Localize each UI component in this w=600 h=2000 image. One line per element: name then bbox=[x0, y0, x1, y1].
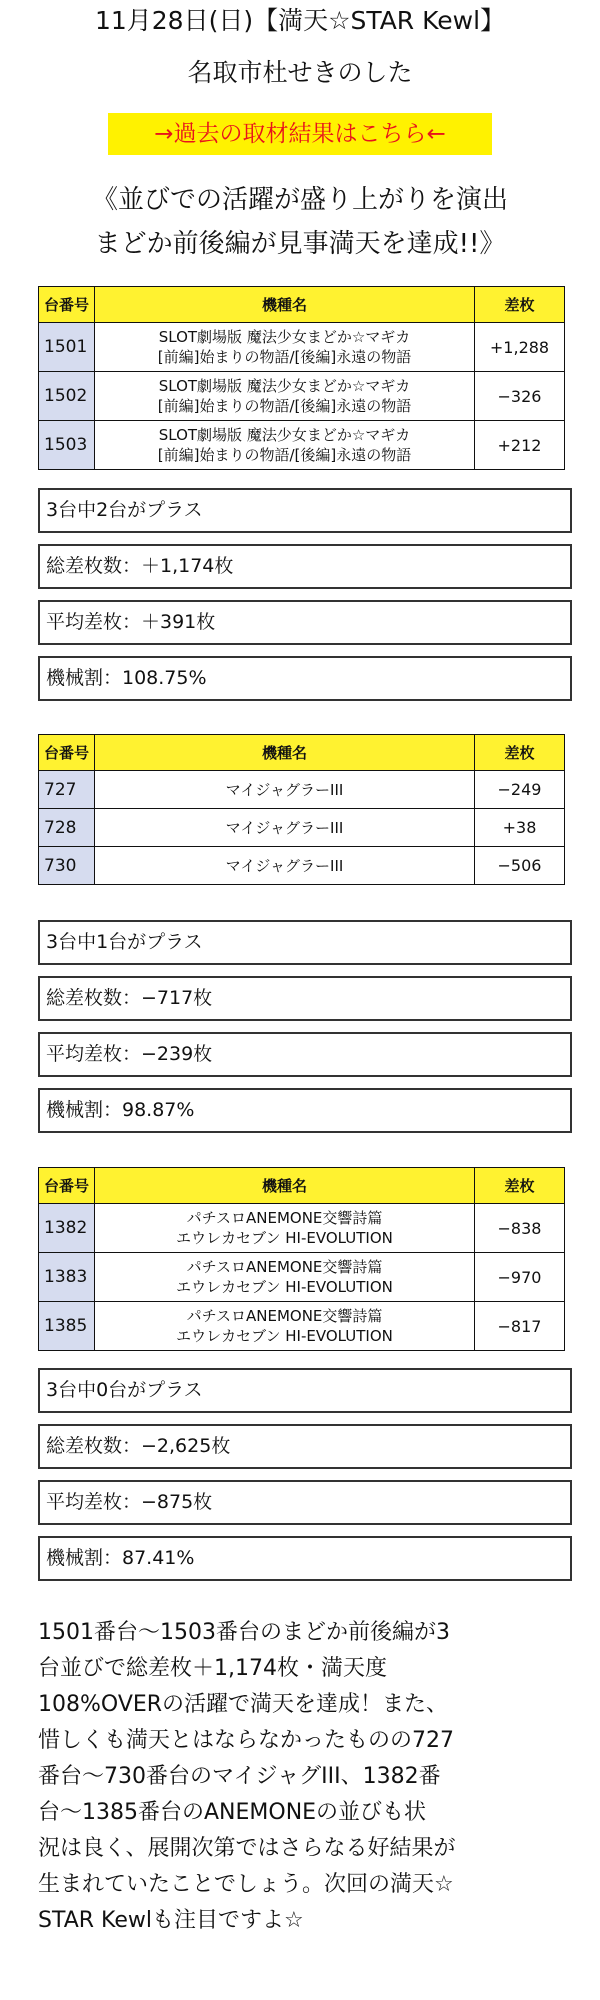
unit-number: 728 bbox=[39, 809, 95, 847]
plus-count bbox=[38, 1368, 572, 1413]
average-diff-text: 平均差枚：＋391枚 bbox=[46, 611, 216, 633]
model-name-line-2: エウレカセブン HI-EVOLUTION bbox=[176, 1278, 393, 1296]
model-name bbox=[95, 323, 475, 372]
model-name-line-1: パチスロANEMONE交響詩篇 bbox=[186, 1307, 383, 1325]
model-name bbox=[95, 1302, 475, 1351]
average-diff bbox=[38, 1480, 572, 1525]
diff-value: −506 bbox=[475, 847, 565, 885]
summary-line: 1501番台〜1503番台のまどか前後編が3 bbox=[38, 1620, 450, 1645]
model-name-line-1: SLOT劇場版 魔法少女まどか☆マギカ bbox=[158, 377, 411, 395]
col-header-unit: 台番号 bbox=[39, 1168, 95, 1204]
summary-line: STAR Kewlも注目ですよ☆ bbox=[38, 1908, 304, 1933]
unit-number: 730 bbox=[39, 847, 95, 885]
store-name: 名取市杜せきのした bbox=[187, 58, 413, 87]
plus-count bbox=[38, 488, 572, 533]
table-row bbox=[39, 1253, 565, 1302]
diff-value: −970 bbox=[475, 1253, 565, 1302]
col-header-diff: 差枚 bbox=[475, 1168, 565, 1204]
col-header-model: 機種名 bbox=[95, 287, 475, 323]
results-table-myjuggler bbox=[38, 734, 565, 885]
col-header-model: 機種名 bbox=[95, 735, 475, 771]
model-name-line-1: SLOT劇場版 魔法少女まどか☆マギカ bbox=[158, 426, 411, 444]
unit-number: 1503 bbox=[39, 421, 95, 470]
average-diff bbox=[38, 600, 572, 645]
model-name-line-2: [前編]始まりの物語/[後編]永遠の物語 bbox=[157, 348, 412, 366]
table-row bbox=[39, 1204, 565, 1253]
model-name-line-2: [前編]始まりの物語/[後編]永遠の物語 bbox=[157, 446, 412, 464]
unit-number: 1502 bbox=[39, 372, 95, 421]
payout-rate bbox=[38, 656, 572, 701]
model-name: マイジャグラーIII bbox=[95, 809, 475, 847]
model-name-line-1: パチスロANEMONE交響詩篇 bbox=[186, 1209, 383, 1227]
headline-line-2: まどか前後編が見事満天を達成!!》 bbox=[94, 229, 506, 259]
table-row bbox=[39, 771, 565, 809]
unit-number: 1385 bbox=[39, 1302, 95, 1351]
model-name-line-2: エウレカセブン HI-EVOLUTION bbox=[176, 1229, 393, 1247]
summary-line: 番台〜730番台のマイジャグIII、1382番 bbox=[38, 1764, 441, 1789]
model-name-line-1: SLOT劇場版 魔法少女まどか☆マギカ bbox=[158, 328, 411, 346]
summary-line: 惜しくも満天とはならなかったものの727 bbox=[38, 1728, 454, 1753]
plus-count-text: 3台中0台がプラス bbox=[46, 1379, 203, 1401]
model-name bbox=[95, 1253, 475, 1302]
diff-value: −838 bbox=[475, 1204, 565, 1253]
model-name-line-2: エウレカセブン HI-EVOLUTION bbox=[176, 1327, 393, 1345]
page-title: 11月28日(日)【満天☆STAR Kewl】 bbox=[94, 6, 506, 35]
col-header-diff: 差枚 bbox=[475, 287, 565, 323]
model-name bbox=[95, 421, 475, 470]
model-name: マイジャグラーIII bbox=[95, 847, 475, 885]
unit-number: 1383 bbox=[39, 1253, 95, 1302]
diff-value: −817 bbox=[475, 1302, 565, 1351]
average-diff-text: 平均差枚：−875枚 bbox=[46, 1491, 213, 1513]
total-diff-text: 総差枚数：−717枚 bbox=[46, 987, 213, 1009]
plus-count-text: 3台中1台がプラス bbox=[46, 931, 203, 953]
model-name bbox=[95, 1204, 475, 1253]
headline-line-1: 《並びでの活躍が盛り上がりを演出 bbox=[91, 185, 508, 215]
total-diff-text: 総差枚数：＋1,174枚 bbox=[46, 555, 234, 577]
table-row bbox=[39, 809, 565, 847]
table-header-row bbox=[39, 735, 565, 771]
diff-value: +38 bbox=[475, 809, 565, 847]
total-diff bbox=[38, 1424, 572, 1469]
model-name bbox=[95, 372, 475, 421]
table-row bbox=[39, 847, 565, 885]
model-name-line-2: [前編]始まりの物語/[後編]永遠の物語 bbox=[157, 397, 412, 415]
payout-rate-text: 機械割：87.41% bbox=[46, 1547, 195, 1569]
results-table-madoka bbox=[38, 286, 565, 470]
total-diff bbox=[38, 976, 572, 1021]
summary-line: 台〜1385番台のANEMONEの並びも状 bbox=[38, 1800, 427, 1825]
unit-number: 1382 bbox=[39, 1204, 95, 1253]
past-results-link[interactable]: →過去の取材結果はこちら← bbox=[108, 113, 492, 155]
payout-rate bbox=[38, 1536, 572, 1581]
model-name-line-1: パチスロANEMONE交響詩篇 bbox=[186, 1258, 383, 1276]
results-table-anemone bbox=[38, 1167, 565, 1351]
col-header-unit: 台番号 bbox=[39, 287, 95, 323]
summary-text bbox=[38, 1615, 568, 1939]
summary-line: 生まれていたことでしょう。次回の満天☆ bbox=[38, 1872, 454, 1897]
unit-number: 727 bbox=[39, 771, 95, 809]
summary-line: 108%OVERの活躍で満天を達成！また、 bbox=[38, 1692, 449, 1717]
average-diff bbox=[38, 1032, 572, 1077]
diff-value: +1,288 bbox=[475, 323, 565, 372]
col-header-unit: 台番号 bbox=[39, 735, 95, 771]
plus-count bbox=[38, 920, 572, 965]
payout-rate-text: 機械割：108.75% bbox=[46, 667, 207, 689]
summary-line: 台並びで総差枚＋1,174枚・満天度 bbox=[38, 1656, 387, 1681]
table-header-row bbox=[39, 287, 565, 323]
table-row bbox=[39, 1302, 565, 1351]
table-row bbox=[39, 372, 565, 421]
col-header-diff: 差枚 bbox=[475, 735, 565, 771]
col-header-model: 機種名 bbox=[95, 1168, 475, 1204]
table-row bbox=[39, 323, 565, 372]
diff-value: −326 bbox=[475, 372, 565, 421]
diff-value: −249 bbox=[475, 771, 565, 809]
payout-rate-text: 機械割：98.87% bbox=[46, 1099, 195, 1121]
summary-line: 況は良く、展開次第ではさらなる好結果が bbox=[38, 1836, 456, 1861]
average-diff-text: 平均差枚：−239枚 bbox=[46, 1043, 213, 1065]
model-name: マイジャグラーIII bbox=[95, 771, 475, 809]
table-row bbox=[39, 421, 565, 470]
diff-value: +212 bbox=[475, 421, 565, 470]
total-diff bbox=[38, 544, 572, 589]
plus-count-text: 3台中2台がプラス bbox=[46, 499, 203, 521]
payout-rate bbox=[38, 1088, 572, 1133]
unit-number: 1501 bbox=[39, 323, 95, 372]
total-diff-text: 総差枚数：−2,625枚 bbox=[46, 1435, 231, 1457]
table-header-row bbox=[39, 1168, 565, 1204]
